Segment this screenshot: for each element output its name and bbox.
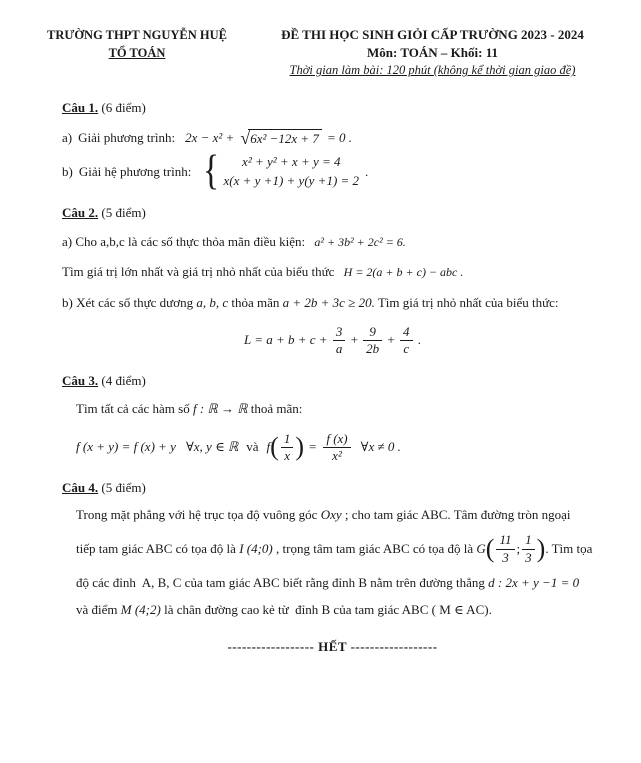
- equation-1a-left: 2x − x² +: [185, 130, 235, 146]
- question-2-heading: [62, 205, 603, 221]
- line2-text-pre: tiếp tam giác ABC có tọa độ là: [76, 541, 240, 557]
- line1-text-post: ; cho tam giác ABC. Tâm đường tròn ngoại: [341, 507, 571, 523]
- expression-H: H = 2(a + b + c) − abc .: [343, 265, 464, 280]
- fraction-denominator: 2b: [366, 341, 380, 357]
- exam-duration: Thời gian làm bài: 120 phút (không kể thời gian giao đề): [289, 63, 576, 78]
- fraction-3-over-a: [333, 325, 346, 357]
- paragraph-line-2: [76, 533, 603, 565]
- question-1: [62, 99, 603, 194]
- fraction-denominator: 3: [525, 549, 532, 565]
- part-a-text: Giải phương trình:: [78, 130, 176, 146]
- exam-header: [0, 0, 641, 80]
- square-root: [240, 129, 322, 148]
- paragraph-line-1: [76, 506, 603, 524]
- line2-text-post: . Tìm tọa: [545, 541, 593, 557]
- fraction-numerator: 4: [400, 325, 413, 341]
- part-b-text: Giải hệ phương trình:: [78, 163, 192, 179]
- part-b-intro-post: Tìm giá trị nhỏ nhất của biểu thức:: [374, 294, 559, 310]
- condition-2b: a + 2b + 3c ≥ 20.: [282, 294, 375, 310]
- question-3-label: Câu 3.: [62, 372, 99, 388]
- line2-text-mid: , trọng tâm tam giác ABC có tọa độ là: [272, 541, 477, 557]
- fraction-numerator: 1: [281, 432, 294, 448]
- condition-2a: a² + 3b² + 2c² = 6.: [314, 234, 406, 249]
- circumcenter-I: I (4;0): [239, 541, 273, 557]
- question-2-part-a-line2: [62, 262, 603, 282]
- expression-L: [62, 325, 603, 357]
- line4-text-post: là chân đường cao kẻ từ đỉnh B của tam giác ABC ( M ∈ AC).: [160, 602, 492, 618]
- department-name: [24, 44, 250, 62]
- question-4-label: Câu 4.: [62, 480, 99, 496]
- fraction-9-over-2b: [363, 325, 382, 357]
- line4-text-pre: và điểm: [76, 602, 121, 618]
- question-2: [62, 205, 603, 357]
- school-block: [24, 26, 250, 80]
- system-equations: [224, 153, 360, 191]
- left-brace-icon: {: [203, 147, 220, 194]
- radicand: 6x² −12x + 7: [248, 129, 322, 147]
- question-4-heading: [62, 480, 603, 496]
- system-equation-2: x(x + y +1) + y(y +1) = 2: [223, 172, 360, 188]
- fraction-denominator: x²: [332, 447, 342, 463]
- question-3: [62, 373, 603, 464]
- fraction-denominator: 3: [502, 549, 509, 565]
- centroid-G: G: [476, 541, 486, 557]
- question-2-label: Câu 2.: [62, 204, 99, 220]
- right-paren-icon: ): [536, 534, 546, 564]
- question-4: [62, 480, 603, 619]
- question-3-intro: [62, 401, 603, 417]
- part-a-label: a): [62, 130, 73, 146]
- quantifier-2: ∀x ≠ 0 .: [360, 439, 401, 455]
- equation-1a-right: = 0 .: [326, 130, 352, 146]
- fraction-denominator: a: [335, 341, 343, 357]
- question-3-heading: [62, 373, 603, 389]
- fraction-numerator: 11: [496, 533, 514, 549]
- question-1-points: (6 điểm): [101, 99, 146, 115]
- equals-sign: =: [309, 439, 317, 455]
- semicolon-separator: ;: [516, 541, 521, 557]
- L-left: L = a + b + c +: [243, 331, 328, 347]
- question-4-paragraph: [62, 506, 603, 619]
- question-1-part-b: [62, 147, 603, 194]
- intro-text-pre: Tìm tất cả các hàm số: [76, 400, 193, 416]
- fraction-1-over-3: [522, 533, 535, 565]
- question-1-label: Câu 1.: [62, 99, 99, 115]
- school-name: TRƯỜNG THPT NGUYỄN HUỆ: [47, 28, 227, 42]
- question-1-heading: [62, 100, 603, 116]
- intro-text-post: thoả mãn:: [247, 400, 303, 416]
- quantifier-1: ∀x, y ∈ ℝ: [185, 439, 239, 455]
- fraction-4-over-c: [400, 325, 413, 357]
- question-2-part-b: [62, 293, 603, 313]
- department-name-text: TỔ TOÁN: [108, 46, 166, 61]
- fraction-11-over-3: [496, 533, 514, 565]
- function-symbol: f: [266, 439, 271, 455]
- plus-sign: +: [350, 331, 358, 347]
- question-2-part-a-line1: [62, 232, 603, 252]
- part-b-variables: a, b, c: [196, 294, 229, 310]
- system-equation-1: x² + y² + x + y = 4: [242, 153, 341, 169]
- plane-Oxy: Oxy: [320, 507, 342, 523]
- exam-title: ĐỀ THI HỌC SINH GIỎI CẤP TRƯỜNG 2023 - 2024: [281, 27, 584, 42]
- and-word: và: [246, 439, 259, 455]
- fraction-denominator: c: [403, 341, 410, 357]
- title-block: [250, 26, 615, 80]
- part-b-intro-mid: thỏa mãn: [228, 294, 283, 310]
- exam-body: [0, 100, 641, 656]
- system-period: .: [365, 163, 369, 179]
- right-paren-icon: ): [295, 432, 304, 462]
- L-period: .: [417, 331, 422, 347]
- fraction-numerator: 1: [522, 533, 535, 549]
- question-2-points: (5 điểm): [101, 204, 146, 220]
- left-paren-icon: (: [270, 432, 279, 462]
- part-b-label: b): [62, 163, 73, 179]
- functional-equation: [62, 432, 603, 464]
- question-1-part-a: [62, 129, 603, 148]
- part-a-task: Tìm giá trị lớn nhất và giá trị nhỏ nhất của biểu thức: [62, 264, 335, 280]
- radical-sign-icon: √: [240, 127, 251, 148]
- part-b-intro-pre: b) Xét các số thực dương: [62, 294, 197, 310]
- function-signature: f : ℝ → ℝ: [192, 400, 248, 416]
- fraction-1-over-x: [281, 432, 294, 464]
- paragraph-line-4: [76, 601, 603, 619]
- equation-additive: f (x + y) = f (x) + y: [76, 439, 176, 455]
- fraction-numerator: 3: [333, 325, 346, 341]
- line1-text-pre: Trong mặt phẳng với hệ trục tọa độ vuông góc: [76, 507, 321, 523]
- part-a-intro: a) Cho a,b,c là các số thực thỏa mãn điều kiện:: [62, 233, 306, 249]
- paragraph-line-3: [76, 574, 603, 592]
- fraction-numerator: 9: [363, 325, 382, 341]
- equation-system: [201, 147, 360, 194]
- fraction-denominator: x: [284, 447, 290, 463]
- end-marker: ------------------ HẾT ------------------: [227, 639, 438, 655]
- plus-sign: +: [387, 331, 395, 347]
- exam-subject: Môn: TOÁN – Khối: 11: [367, 45, 498, 61]
- question-4-points: (5 điểm): [101, 480, 146, 496]
- question-3-points: (4 điểm): [101, 372, 146, 388]
- line3-text-pre: độ các đỉnh A, B, C của tam giác ABC biết rằng đỉnh B nằm trên đường thẳng: [76, 575, 489, 591]
- fraction-numerator: f (x): [323, 432, 350, 448]
- line-d-equation: d : 2x + y −1 = 0: [488, 575, 580, 591]
- fraction-fx-over-x2: [323, 432, 350, 464]
- foot-point-M: M (4;2): [120, 602, 161, 618]
- left-paren-icon: (: [485, 534, 495, 564]
